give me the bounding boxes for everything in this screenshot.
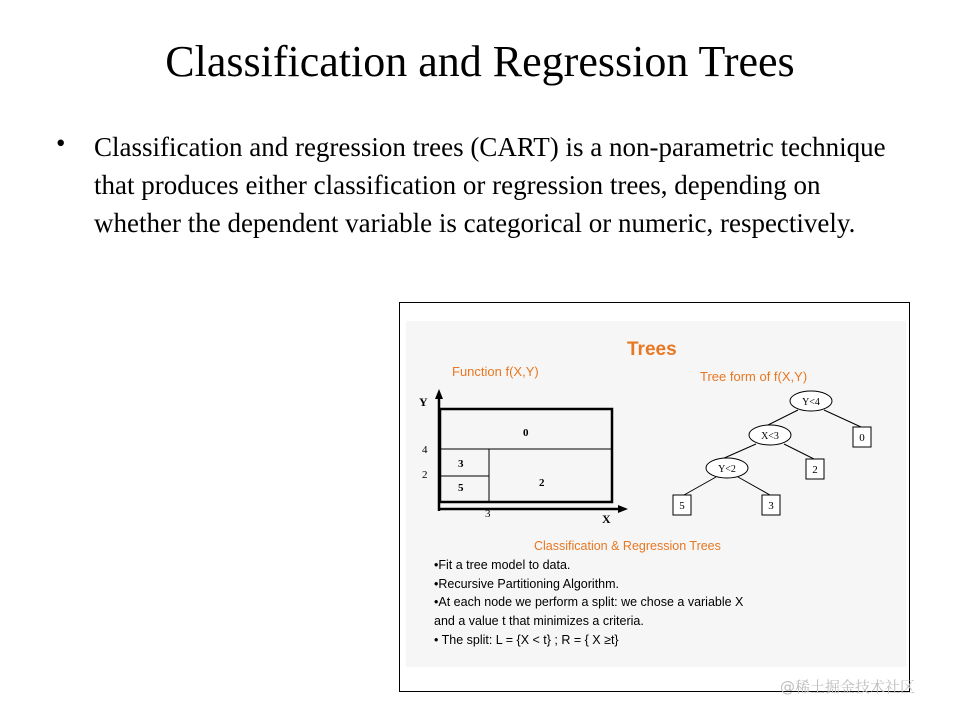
figure-subheading: Classification & Regression Trees xyxy=(534,539,721,553)
figure-line-1: •Fit a tree model to data. xyxy=(434,558,571,572)
leaf-0-label: 0 xyxy=(859,432,865,444)
node-mid-label: X<3 xyxy=(761,431,779,442)
leaf-2-label: 2 xyxy=(812,464,818,476)
watermark: @稀土掘金技术社区 xyxy=(780,678,916,696)
bullet-text: Classification and regression trees (CART) is a non-parametric technique that produces either classification or regression trees, depending on whether the dependent variable is categorical or numeric, respectively. xyxy=(94,132,886,238)
y-tick-2: 2 xyxy=(422,469,428,481)
y-tick-4: 4 xyxy=(422,444,428,456)
trees-figure xyxy=(399,302,910,692)
y-axis-label: Y xyxy=(419,395,428,409)
figure-line-5: • The split: L = {X < t} ; R = { X ≥t} xyxy=(434,633,619,647)
region-value-left-upper: 3 xyxy=(458,458,464,470)
function-label: Function f(X,Y) xyxy=(452,364,539,379)
node-root-label: Y<4 xyxy=(802,397,820,408)
leaf-5-label: 5 xyxy=(679,500,685,512)
region-value-left-lower: 5 xyxy=(458,482,464,494)
figure-line-4: and a value t that minimizes a criteria. xyxy=(434,614,644,628)
figure-heading: Trees xyxy=(627,339,677,360)
figure-line-3: •At each node we perform a split: we chose a variable X xyxy=(434,595,744,609)
tree-form-label: Tree form of f(X,Y) xyxy=(700,369,808,384)
node-low-label: Y<2 xyxy=(718,464,736,475)
x-axis-label: X xyxy=(602,512,611,526)
x-tick-3: 3 xyxy=(485,508,491,520)
region-value-top: 0 xyxy=(523,427,529,439)
bullet-symbol: • xyxy=(56,128,66,158)
region-value-right: 2 xyxy=(539,477,545,489)
figure-line-2: •Recursive Partitioning Algorithm. xyxy=(434,577,620,591)
trees-diagram xyxy=(400,303,909,691)
slide-title: Classification and Regression Trees xyxy=(165,37,795,86)
leaf-3-label: 3 xyxy=(768,500,774,512)
